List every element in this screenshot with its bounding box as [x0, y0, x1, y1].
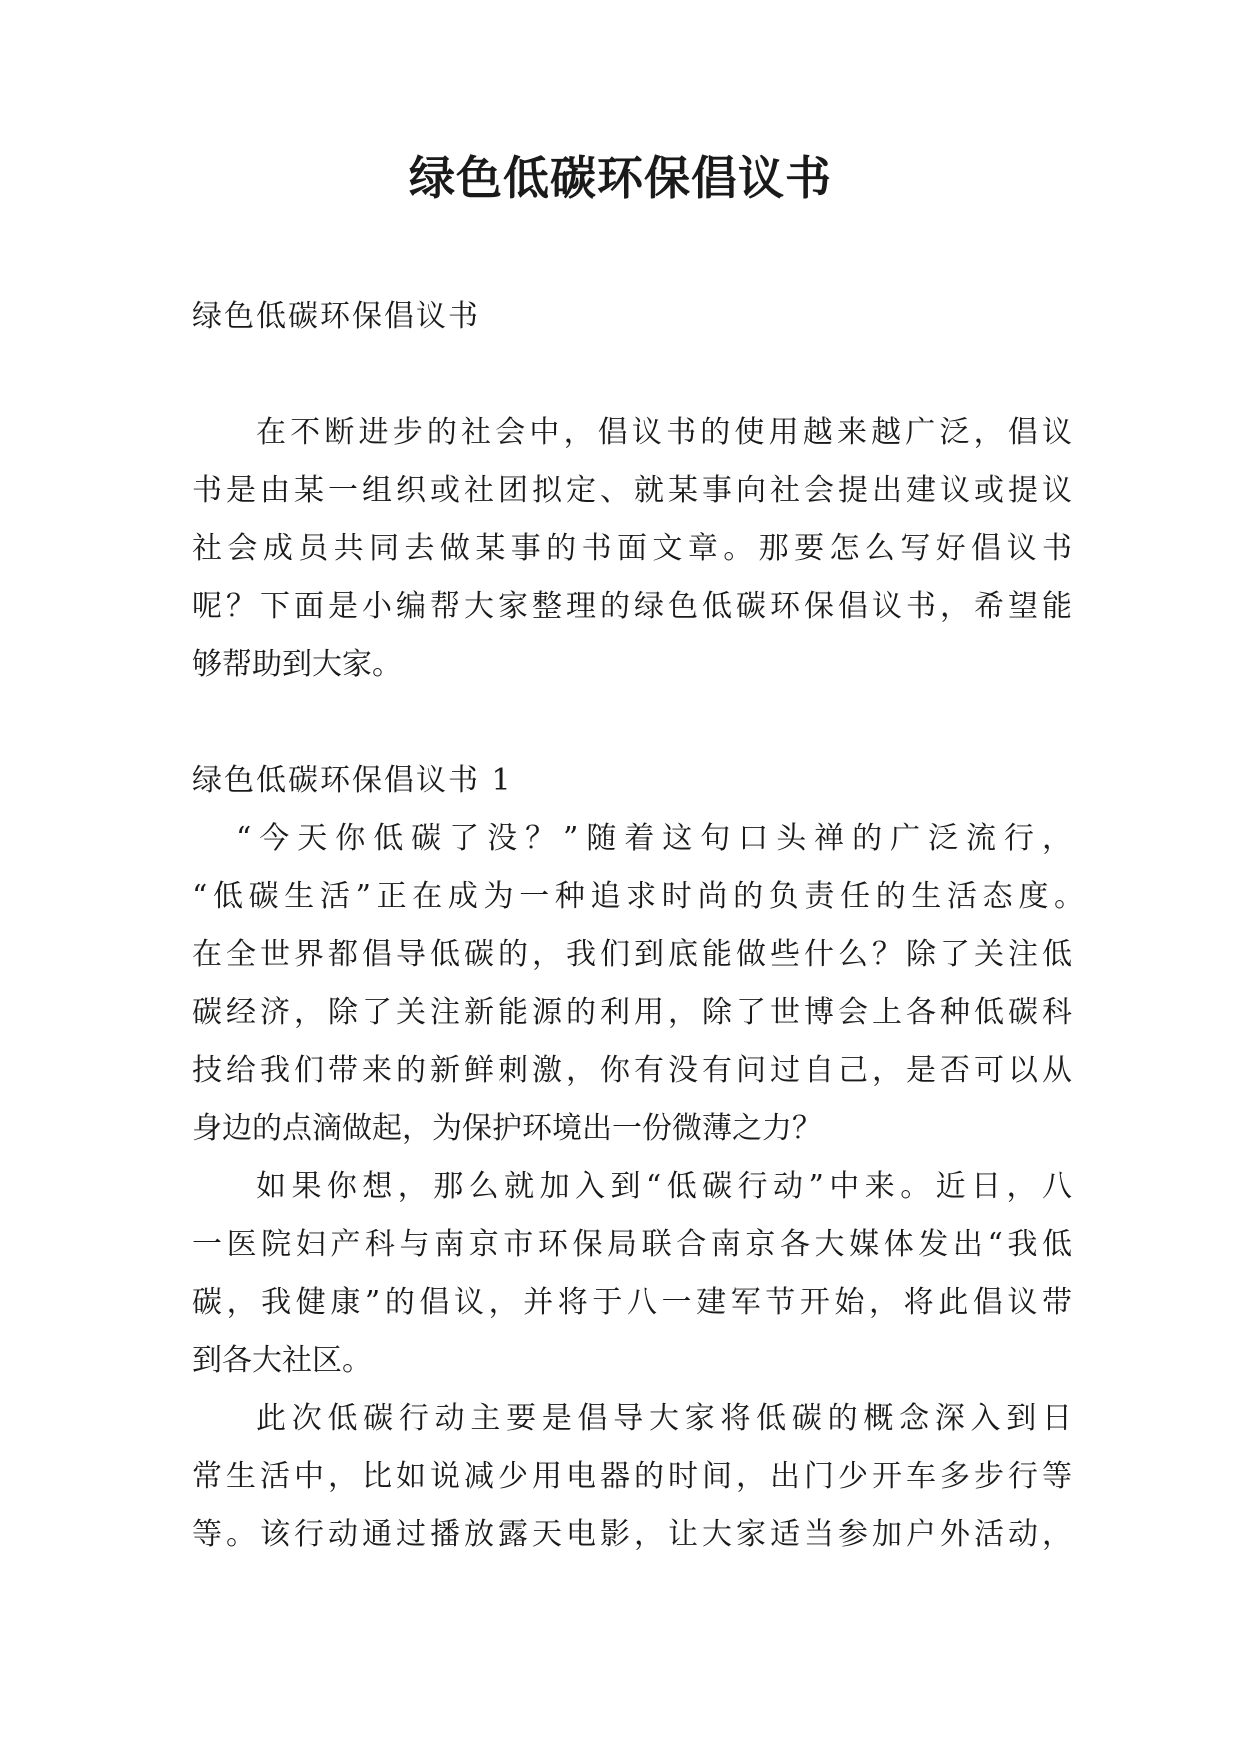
paragraph-line: 碳，我健康”的倡议，并将于八一建军节开始，将此倡议带 — [192, 1285, 1072, 1320]
paragraph-line: “低碳生活”正在成为一种追求时尚的负责任的生活态度。 — [192, 879, 1084, 914]
paragraph-2 — [192, 1158, 1072, 1390]
paragraph-line: 等。该行动通过播放露天电影，让大家适当参加户外活动， — [192, 1517, 1072, 1552]
paragraph-3 — [192, 1390, 1072, 1564]
document-title: 绿色低碳环保倡议书 — [409, 151, 832, 205]
intro-line: 在不断进步的社会中，倡议书的使用越来越广泛，倡议 — [256, 415, 1072, 450]
intro-line: 书是由某一组织或社团拟定、就某事向社会提出建议或提议 — [192, 473, 1072, 508]
paragraph-line: 碳经济，除了关注新能源的利用，除了世博会上各种低碳科 — [192, 995, 1072, 1030]
intro-line: 社会成员共同去做某事的书面文章。那要怎么写好倡议书 — [192, 531, 1072, 566]
paragraph-line: 技给我们带来的新鲜刺激，你有没有问过自己，是否可以从 — [192, 1053, 1072, 1088]
intro-line: 够帮助到大家。 — [192, 647, 402, 682]
paragraph-line: 常生活中，比如说减少用电器的时间，出门少开车多步行等 — [192, 1459, 1072, 1494]
spacer — [192, 694, 1072, 752]
paragraph-line: 身边的点滴做起，为保护环境出一份微薄之力？ — [192, 1111, 822, 1146]
paragraph-line: 到各大社区。 — [192, 1343, 372, 1378]
paragraph-line: 一医院妇产科与南京市环保局联合南京各大媒体发出“我低 — [192, 1227, 1072, 1262]
paragraph-line: “今天你低碳了没？”随着这句口头禅的广泛流行， — [236, 821, 1072, 856]
intro-paragraph — [192, 404, 1072, 694]
document-body — [192, 288, 1084, 1564]
document-subtitle: 绿色低碳环保倡议书 — [192, 299, 480, 334]
paragraph-line: 如果你想，那么就加入到“低碳行动”中来。近日，八 — [256, 1169, 1072, 1204]
paragraph-line: 此次低碳行动主要是倡导大家将低碳的概念深入到日 — [256, 1401, 1072, 1436]
paragraph-1 — [192, 810, 1084, 1158]
section-heading: 绿色低碳环保倡议书 1 — [192, 763, 513, 798]
spacer — [192, 346, 1072, 404]
intro-line: 呢？下面是小编帮大家整理的绿色低碳环保倡议书，希望能 — [192, 589, 1072, 624]
paragraph-line: 在全世界都倡导低碳的，我们到底能做些什么？除了关注低 — [192, 937, 1072, 972]
